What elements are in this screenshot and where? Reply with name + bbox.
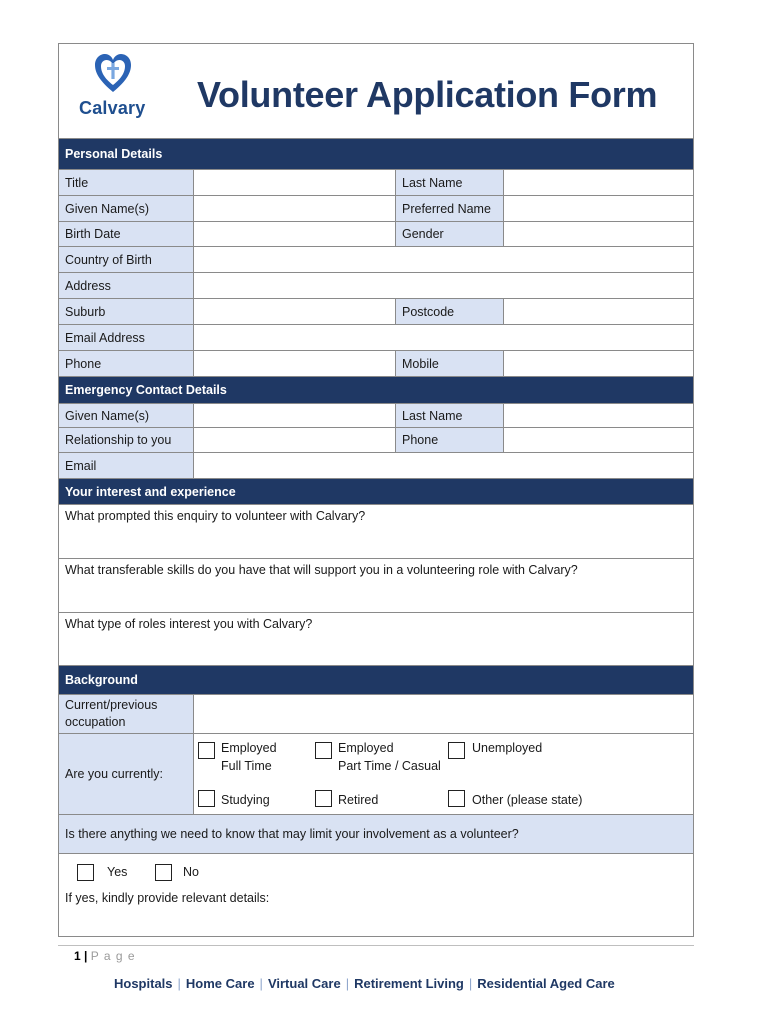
checkbox-no[interactable] <box>155 864 172 881</box>
checkbox-yes[interactable] <box>77 864 94 881</box>
row-country-of-birth <box>59 246 693 272</box>
heart-cross-icon <box>93 52 133 94</box>
label-mobile: Mobile <box>395 351 503 376</box>
section-emergency-contact: Emergency Contact Details <box>59 376 693 403</box>
row-address <box>59 272 693 298</box>
relationship-field[interactable] <box>193 428 395 452</box>
row-title <box>59 169 693 195</box>
label-preferred-name: Preferred Name <box>395 196 503 221</box>
option-studying: Studying <box>221 793 270 807</box>
option-retired: Retired <box>338 793 379 807</box>
checkbox-studying[interactable] <box>198 790 215 807</box>
preferred-name-field[interactable] <box>503 196 693 221</box>
footer-link-home-care: Home Care <box>185 976 255 991</box>
label-email-address: Email Address <box>59 325 193 350</box>
question-transferable-skills[interactable]: What transferable skills do you have that will support you in a volunteering role with Calvary? <box>59 558 693 612</box>
label-emergency-last-name: Last Name <box>395 404 503 427</box>
question-enquiry-reason[interactable]: What prompted this enquiry to volunteer with Calvary? <box>59 504 693 558</box>
checkbox-other[interactable] <box>448 790 465 807</box>
row-occupation <box>59 694 693 733</box>
given-names-field[interactable] <box>193 196 395 221</box>
option-employed-part-time: Employed Part Time / Casual <box>338 741 441 773</box>
row-given-names <box>59 195 693 221</box>
label-last-name: Last Name <box>395 170 503 195</box>
footer-service-links: Hospitals | Home Care | Virtual Care | Retirement Living | Residential Aged Care <box>114 976 615 991</box>
label-title: Title <box>59 170 193 195</box>
footer-link-virtual-care: Virtual Care <box>267 976 341 991</box>
label-suburb: Suburb <box>59 299 193 324</box>
row-emergency-given-names <box>59 403 693 427</box>
label-given-names: Given Name(s) <box>59 196 193 221</box>
section-background: Background <box>59 665 693 694</box>
label-phone: Phone <box>59 351 193 376</box>
row-birth-date <box>59 221 693 246</box>
emergency-phone-field[interactable] <box>503 428 693 452</box>
option-other: Other (please state) <box>472 793 583 807</box>
emergency-given-names-field[interactable] <box>193 404 395 427</box>
option-employed-full-time: Employed Full Time <box>221 741 277 773</box>
label-are-you-currently: Are you currently: <box>59 734 193 814</box>
checkbox-retired[interactable] <box>315 790 332 807</box>
emergency-email-field[interactable] <box>193 453 693 478</box>
limit-question: Is there anything we need to know that may limit your involvement as a volunteer? <box>59 814 693 853</box>
label-emergency-phone: Phone <box>395 428 503 452</box>
form-header <box>59 44 693 138</box>
checkbox-employed-part-time[interactable] <box>315 742 332 759</box>
section-personal-details: Personal Details <box>59 138 693 169</box>
row-suburb <box>59 298 693 324</box>
logo-text: Calvary <box>79 98 146 118</box>
label-emergency-given-names: Given Name(s) <box>59 404 193 427</box>
page-number: 1 | P a g e <box>74 949 136 963</box>
checkbox-employed-full-time[interactable] <box>198 742 215 759</box>
label-country-of-birth: Country of Birth <box>59 247 193 272</box>
current-status-options <box>193 734 693 814</box>
row-emergency-email <box>59 452 693 478</box>
address-field[interactable] <box>193 273 693 298</box>
postcode-field[interactable] <box>503 299 693 324</box>
footer-link-residential-aged-care: Residential Aged Care <box>477 976 615 991</box>
label-birth-date: Birth Date <box>59 222 193 246</box>
calvary-logo <box>73 52 153 124</box>
footer-link-retirement-living: Retirement Living <box>354 976 464 991</box>
checkbox-unemployed[interactable] <box>448 742 465 759</box>
option-unemployed: Unemployed <box>472 741 543 755</box>
label-emergency-email: Email <box>59 453 193 478</box>
row-emergency-relationship <box>59 427 693 452</box>
label-address: Address <box>59 273 193 298</box>
question-role-interest[interactable]: What type of roles interest you with Calvary? <box>59 612 693 665</box>
phone-field[interactable] <box>193 351 395 376</box>
section-interest-experience: Your interest and experience <box>59 478 693 504</box>
email-address-field[interactable] <box>193 325 693 350</box>
mobile-field[interactable] <box>503 351 693 376</box>
gender-field[interactable] <box>503 222 693 246</box>
option-no: No <box>183 865 199 879</box>
label-gender: Gender <box>395 222 503 246</box>
birth-date-field[interactable] <box>193 222 395 246</box>
footer-divider <box>58 945 694 946</box>
country-of-birth-field[interactable] <box>193 247 693 272</box>
label-occupation: Current/previous occupation <box>59 695 193 733</box>
emergency-last-name-field[interactable] <box>503 404 693 427</box>
row-email-address <box>59 324 693 350</box>
row-phone <box>59 350 693 376</box>
title-field[interactable] <box>193 170 399 195</box>
details-prompt[interactable]: If yes, kindly provide relevant details: <box>65 891 270 905</box>
row-current-status <box>59 733 693 814</box>
limit-answer-block <box>59 853 693 939</box>
option-yes: Yes <box>107 865 128 879</box>
last-name-field[interactable] <box>503 170 693 195</box>
page-title: Volunteer Application Form <box>197 74 658 115</box>
form-page <box>58 43 694 937</box>
occupation-field[interactable] <box>193 695 693 733</box>
suburb-field[interactable] <box>193 299 395 324</box>
label-postcode: Postcode <box>395 299 503 324</box>
label-relationship: Relationship to you <box>59 428 193 452</box>
footer-link-hospitals: Hospitals <box>114 976 173 991</box>
